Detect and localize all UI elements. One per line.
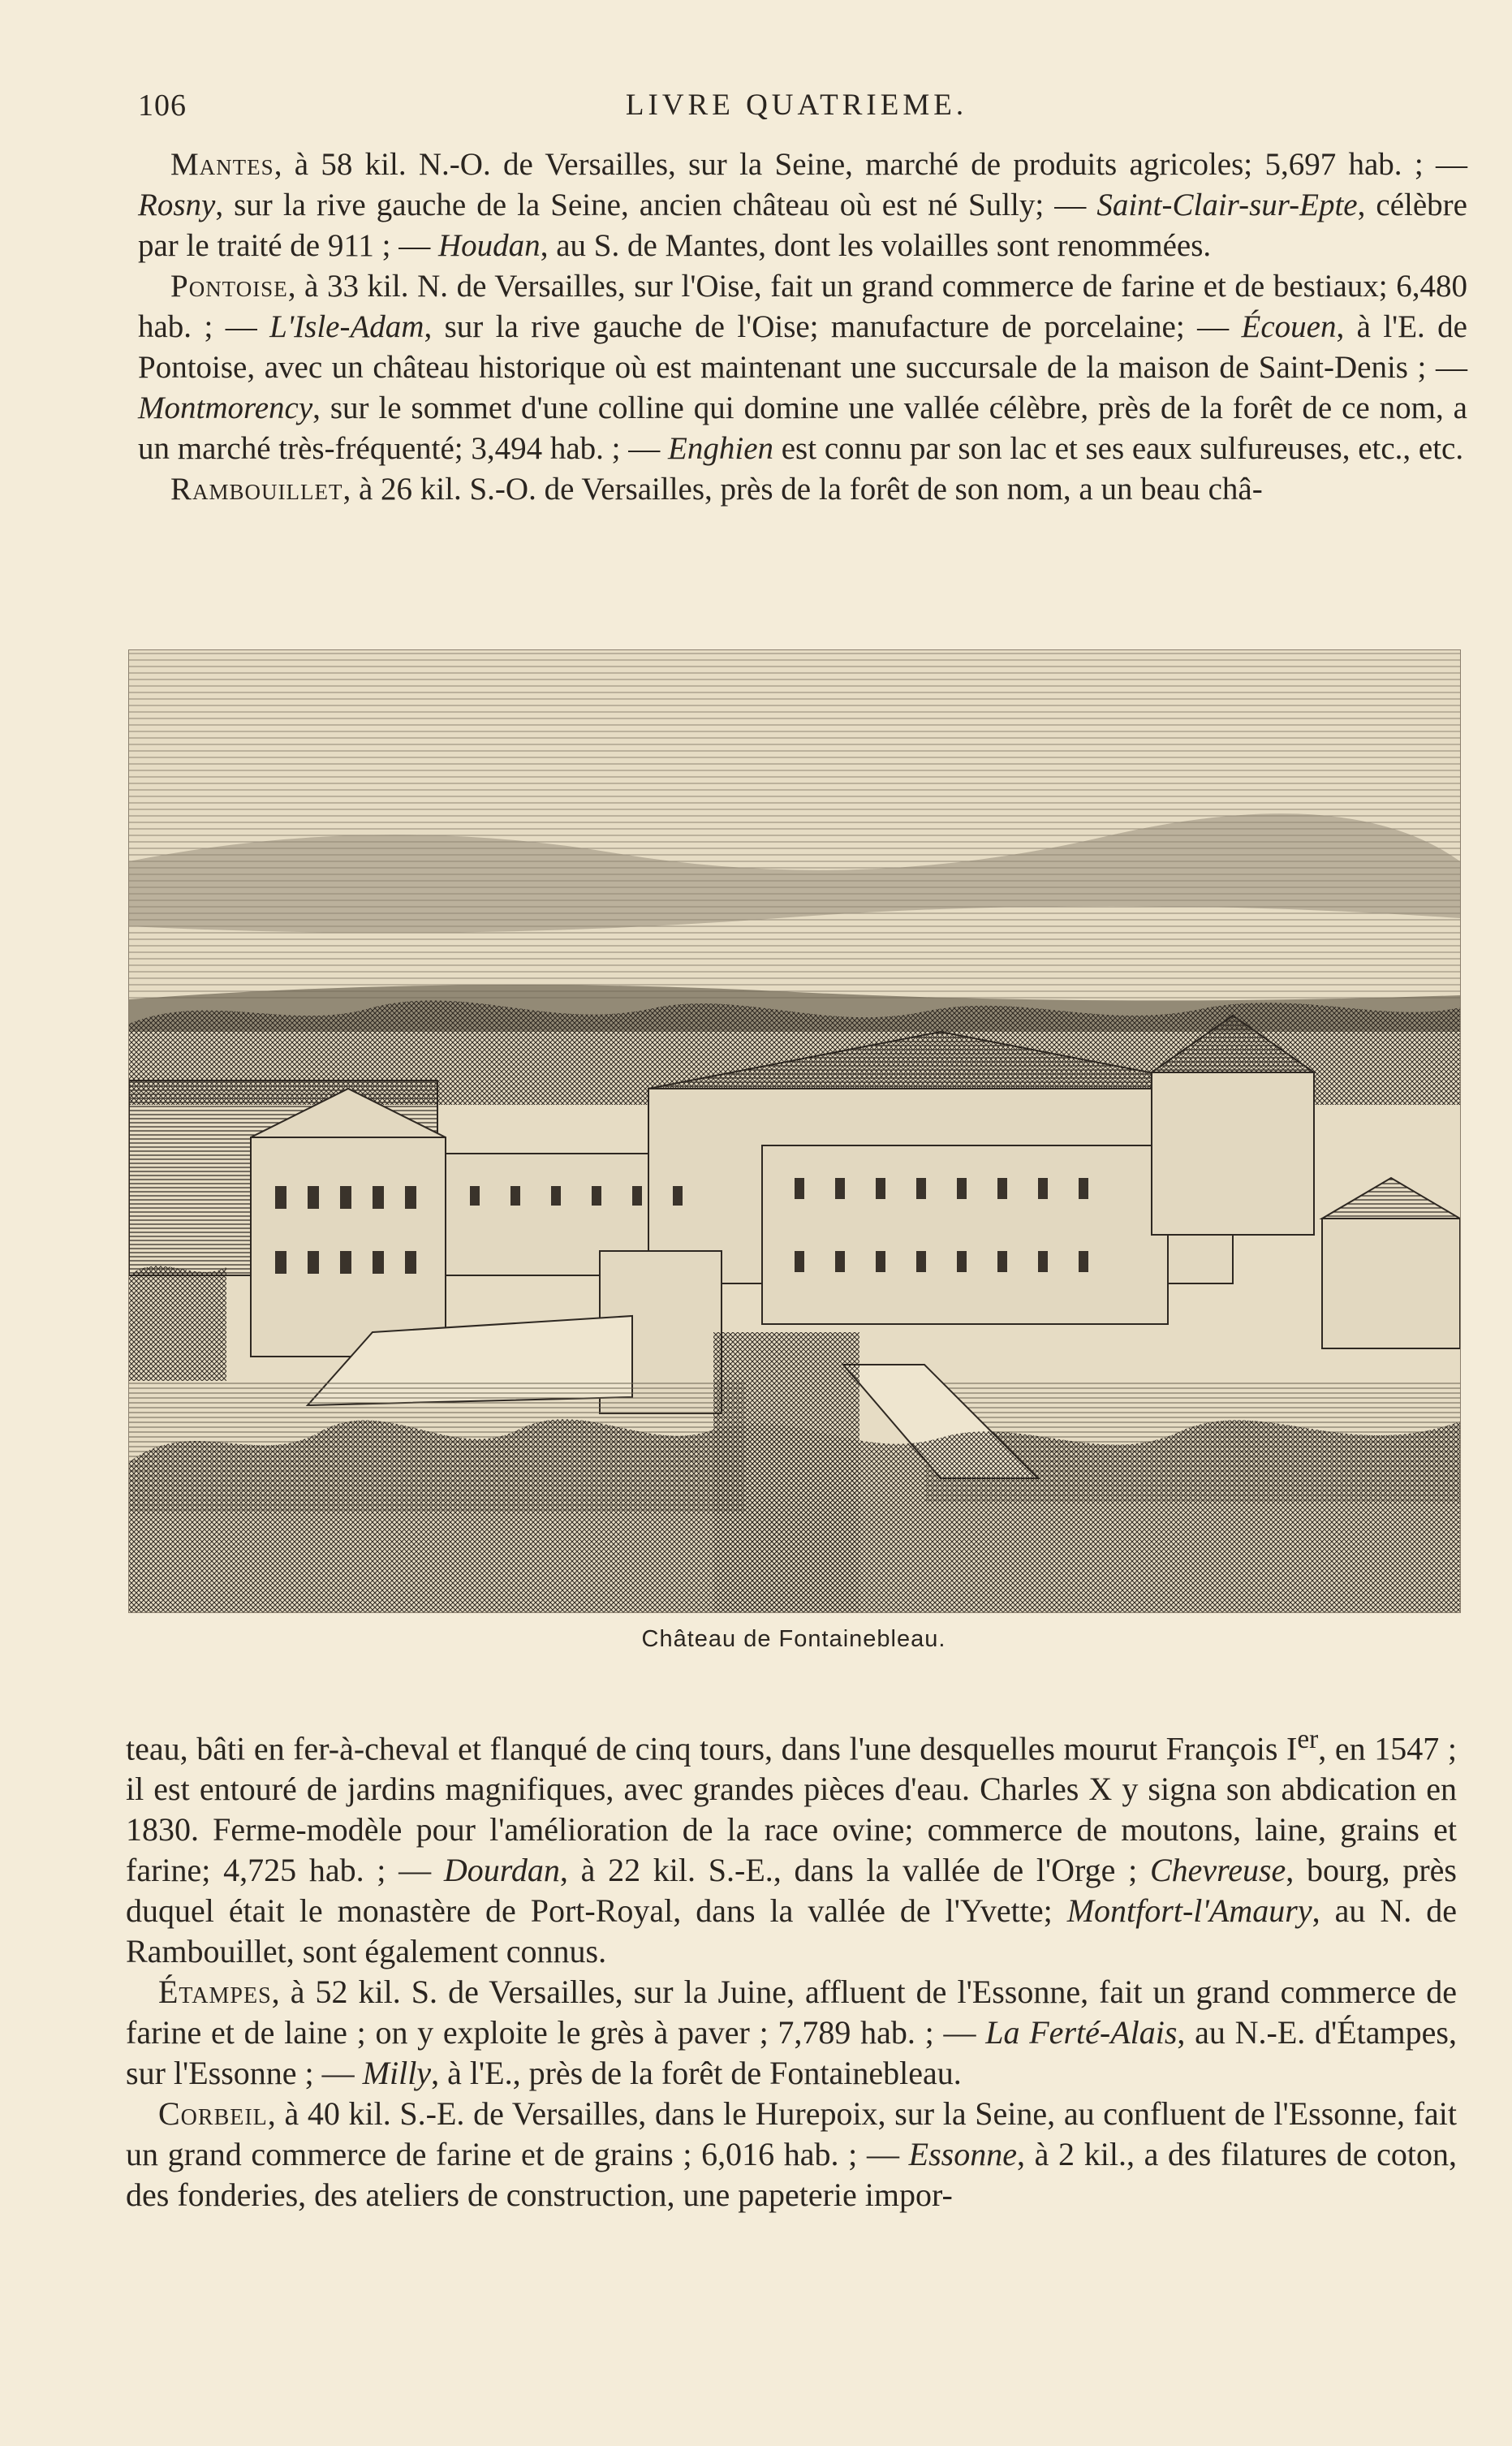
text-run: , en 1547 ; il est entouré de jardins magnifiques, avec grandes pièces d'eau. Charles X y signa son abdication en 1830. Ferme-modèle pour l'amélioration de la race ovine; commerce de moutons, laine, grains et farine; 4,725 hab. ; — <box>126 1730 1457 1889</box>
text-run: teau, bâti en fer-à-cheval et flanqué de cinq tours, dans l'une desquelles mourut François I <box>126 1730 1298 1767</box>
place-name: Rosny <box>138 188 216 222</box>
text-run: , à 40 kil. S.-E. de Versailles, dans le Hurepoix, sur la Seine, au confluent de l'Essonne, fait un grand commerce de farine et de grains ; 6,016 hab. ; — <box>126 2095 1457 2173</box>
place-name: Chevreuse <box>1149 1852 1286 1889</box>
place-heading: Pontoise <box>170 269 288 304</box>
text-run: , à 52 kil. S. de Versailles, sur la Juine, affluent de l'Essonne, fait un grand commerce de farine et de laine ; on y exploite le grès à paver ; 7,789 hab. ; — <box>126 1974 1457 2051</box>
text-run: , au S. de Mantes, dont les volailles sont renommées. <box>540 228 1212 263</box>
page-header <box>138 88 1455 128</box>
text-run: , à 2 kil., a des filatures de coton, des fonderies, des ateliers de construction, une papeterie impor- <box>126 2136 1458 2214</box>
paragraph-corbeil <box>126 2094 1457 2215</box>
text-run: , à l'E. de Pontoise, avec un château historique où est maintenant une succursale de la maison de Saint-Denis ; — <box>138 309 1467 385</box>
superscript: er <box>1297 1724 1319 1754</box>
left-trees <box>129 1266 226 1381</box>
place-name: Écouen <box>1241 309 1337 344</box>
paragraph-etampes <box>126 1972 1457 2094</box>
text-run: , au N. de Rambouillet, sont également connus. <box>126 1892 1457 1970</box>
text-run: , à l'E., près de la forêt de Fontainebleau. <box>431 2055 962 2092</box>
place-name: Essonne <box>908 2136 1017 2173</box>
place-name: Houdan <box>438 228 541 263</box>
place-name: Milly <box>362 2055 432 2092</box>
place-name: La Ferté-Alais <box>985 2014 1178 2051</box>
place-heading: Mantes <box>170 147 274 182</box>
place-name: Montmorency <box>138 390 313 425</box>
foreground-trees <box>129 1419 1460 1612</box>
text-run: , au N.-E. d'Étampes, sur l'Essonne ; — <box>126 2014 1457 2092</box>
engraving-illustration <box>129 650 1460 1612</box>
text-run: , à 33 kil. N. de Versailles, sur l'Oise, fait un grand commerce de farine et de bestiaux; 6,480 hab. ; — <box>138 269 1467 344</box>
text-run: , célèbre par le traité de 911 ; — <box>138 188 1467 263</box>
place-heading: Corbeil <box>158 2095 268 2133</box>
text-run: est connu par son lac et ses eaux sulfureuses, etc., etc. <box>773 431 1464 466</box>
paragraph-rambouillet <box>138 469 1467 510</box>
text-run: , à 26 kil. S.-O. de Versailles, près de la forêt de son nom, a un beau châ- <box>342 472 1263 507</box>
text-run: , sur la rive gauche de l'Oise; manufacture de porcelaine; — <box>424 309 1242 344</box>
paragraph-pontoise <box>138 266 1467 469</box>
paragraph-mantes <box>138 145 1467 266</box>
place-name: Dourdan <box>443 1852 560 1889</box>
text-run: , à 58 kil. N.-O. de Versailles, sur la Seine, marché de produits agricoles; 5,697 hab. ; — <box>274 147 1467 182</box>
place-heading: Étampes <box>158 1974 272 2011</box>
place-name: Saint-Clair-sur-Epte <box>1096 188 1358 222</box>
place-name: Montfort-l'Amaury <box>1066 1892 1312 1930</box>
place-name: L'Isle-Adam <box>269 309 424 344</box>
place-name: Enghien <box>668 431 773 466</box>
page-number: 106 <box>138 88 187 123</box>
text-block-top <box>138 145 1467 510</box>
engraving-chateau-fontainebleau <box>128 649 1461 1613</box>
place-heading: Rambouillet <box>170 472 343 507</box>
text-run: , bourg, près duquel était le monastère de Port-Royal, dans la vallée de l'Yvette; <box>126 1852 1457 1930</box>
text-run: , sur le sommet d'une colline qui domine une vallée célèbre, près de la forêt de ce nom, a un marché très-fréquenté; 3,494 hab. ; — <box>138 390 1467 466</box>
text-run: , à 22 kil. S.-E., dans la vallée de l'Orge ; <box>559 1852 1150 1889</box>
running-head: LIVRE QUATRIEME. <box>625 88 968 122</box>
text-block-bottom <box>126 1719 1457 2215</box>
text-run: , sur la rive gauche de la Seine, ancien château où est né Sully; — <box>215 188 1097 222</box>
figure-caption: Château de Fontainebleau. <box>641 1626 946 1652</box>
paragraph-rambouillet-cont <box>126 1719 1457 1972</box>
